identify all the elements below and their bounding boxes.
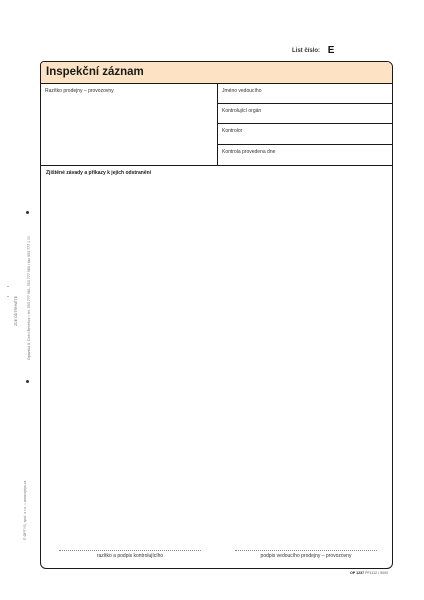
perforation-mark: [7, 286, 9, 287]
cut-mark-label: ZDE ODTRHNĚTE: [14, 295, 18, 326]
form-title: Inspekční záznam: [46, 66, 144, 78]
shop-stamp-field[interactable]: [41, 84, 218, 166]
findings-area[interactable]: [41, 166, 392, 546]
shop-stamp-label: Razítko prodejny – provozovny: [45, 88, 114, 94]
sheet-number: [292, 45, 334, 56]
inspection-form: [40, 61, 393, 569]
sheet-number-label: List číslo:: [292, 48, 321, 54]
form-code-number: OP 1237: [350, 571, 365, 575]
inspection-authority-field[interactable]: [218, 104, 393, 124]
form-code-suffix: PF1112 / 5000: [365, 571, 389, 575]
form-header: [41, 62, 392, 84]
manager-signature-line[interactable]: [235, 550, 377, 551]
sheet-number-value: E: [327, 45, 335, 56]
manager-name-label: Jméno vedoucího: [222, 88, 262, 94]
inspector-signature-line[interactable]: [59, 550, 201, 551]
inspection-date-field[interactable]: [218, 145, 393, 166]
inspection-authority-label: Kontrolující orgán: [222, 108, 262, 114]
binding-hole-mark: [26, 380, 29, 383]
binding-hole-mark: [26, 211, 29, 214]
inspector-field[interactable]: [218, 124, 393, 145]
address-line: Opavská 8, Dolní Benešov • tel. 553 777 981, 553 777 983 • fax 553 777 1 00: [27, 235, 31, 360]
inspector-label: Kontrolor: [222, 128, 243, 134]
inspection-date-label: Kontrola provedena dne: [222, 149, 276, 155]
findings-label: Zjištěné závady a příkazy k jejich odstranění: [46, 170, 152, 176]
form-code: [350, 571, 388, 575]
inspector-signature-label: razítko a podpis kontrolujícího: [96, 553, 164, 559]
publisher-line: © OPTYS, spol. s r.o. • www.optys.cz: [23, 480, 27, 540]
manager-signature-label: podpis vedoucího prodejny – provozovny: [260, 553, 352, 559]
perforation-mark: [7, 296, 9, 297]
manager-name-field[interactable]: [218, 84, 393, 104]
